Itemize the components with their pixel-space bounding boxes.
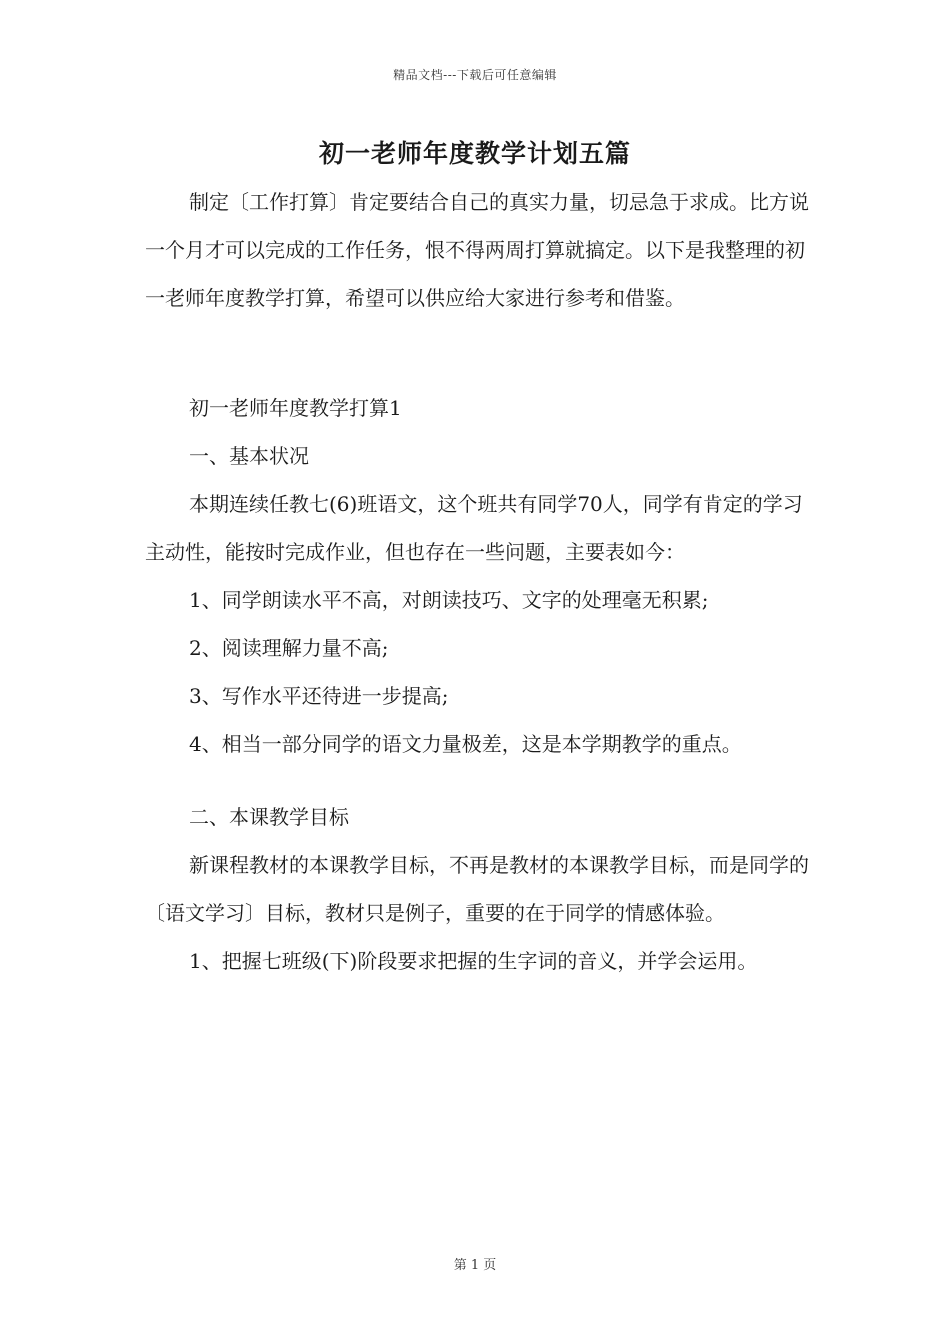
- intro-paragraph: 制定〔工作打算〕肯定要结合自己的真实力量，切忌急于求成。比方说一个月才可以完成的工作任务，恨不得两周打算就搞定。以下是我整理的初一老师年度教学打算，希望可以供应给大家进行参考和借鉴。: [145, 190, 809, 310]
- list-item: 1、把握七班级(下)阶段要求把握的生字词的音义，并学会运用。: [189, 949, 758, 973]
- section-heading-goals: 二、本课教学目标: [189, 805, 349, 829]
- list-item: 1、同学朗读水平不高，对朗读技巧、文字的处理毫无积累;: [189, 588, 709, 612]
- page-number: 第 1 页: [453, 1258, 497, 1273]
- document-title: 初一老师年度教学计划五篇: [318, 139, 631, 168]
- list-item: 2、阅读理解力量不高;: [189, 636, 389, 660]
- section-paragraph-basic: 本期连续任教七(6)班语文，这个班共有同学70人，同学有肯定的学习主动性，能按时完成作业，但也存在一些问题，主要表如今：: [145, 492, 803, 564]
- page-header-note: 精品文档---下载后可任意编辑: [393, 68, 557, 82]
- section-heading-basic: 一、基本状况: [189, 444, 309, 468]
- section-paragraph-goals: 新课程教材的本课教学目标，不再是教材的本课教学目标，而是同学的〔语文学习〕目标，教材只是例子，重要的在于同学的情感体验。: [145, 853, 809, 925]
- list-item: 4、相当一部分同学的语文力量极差，这是本学期教学的重点。: [189, 732, 742, 756]
- plan-title: 初一老师年度教学打算1: [189, 396, 402, 420]
- list-item: 3、写作水平还待进一步提高;: [189, 684, 449, 708]
- document-body: [145, 178, 820, 985]
